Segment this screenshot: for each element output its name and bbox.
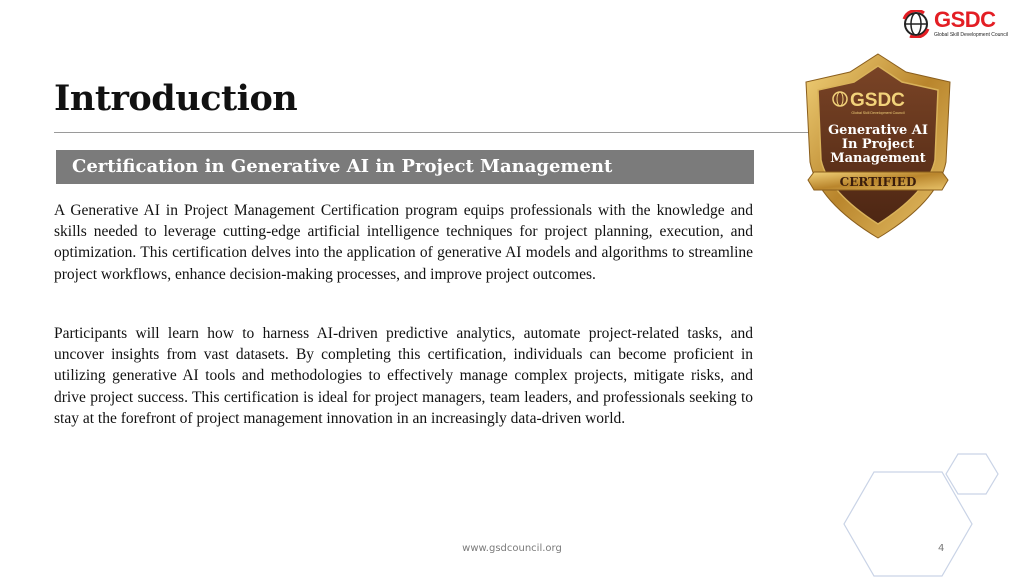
badge-line-1: Generative AI — [828, 123, 928, 138]
logo-wordmark: GSDC — [934, 7, 996, 32]
globe-icon — [902, 10, 930, 38]
badge-brand: GSDC — [850, 90, 905, 111]
footer-url: www.gsdcouncil.org — [462, 543, 562, 554]
certification-badge — [800, 52, 956, 240]
badge-ribbon-label: CERTIFIED — [839, 175, 917, 189]
gsdc-logo — [902, 8, 1012, 44]
page-number: 4 — [938, 543, 945, 554]
intro-paragraph: A Generative AI in Project Management Certification program equips professionals with the knowledge and skills needed to leverage cutting-edge artificial intelligence techniques for project planning, execution, and optimization. This certification delves into the application of generative AI models and algorithms to streamline project workflows, enhance decision-making processes, and improve project outcomes. — [54, 202, 753, 283]
section-banner — [56, 150, 754, 184]
page-title: Introduction — [54, 78, 298, 119]
hexagon-decoration-large — [842, 470, 974, 578]
logo-tagline: Global Skill Development Council — [934, 32, 1008, 38]
badge-line-2: In Project — [841, 137, 915, 152]
badge-brand-sub: Global Skill Development Council — [851, 111, 905, 115]
section-banner-label: Certification in Generative AI in Project Management — [72, 156, 613, 177]
badge-line-3: Management — [830, 151, 926, 166]
participants-paragraph: Participants will learn how to harness AI-driven predictive analytics, automate project-related tasks, and uncover insights from vast datasets. By completing this certification, individuals can become proficient in utilizing generative AI tools and methodologies to effectively manage complex projects, mitigate risks, and drive project success. This certification is ideal for project managers, team leaders, and professionals seeking to stay at the forefront of project management innovation in an increasingly data-driven world. — [54, 325, 753, 427]
title-divider — [54, 132, 824, 133]
